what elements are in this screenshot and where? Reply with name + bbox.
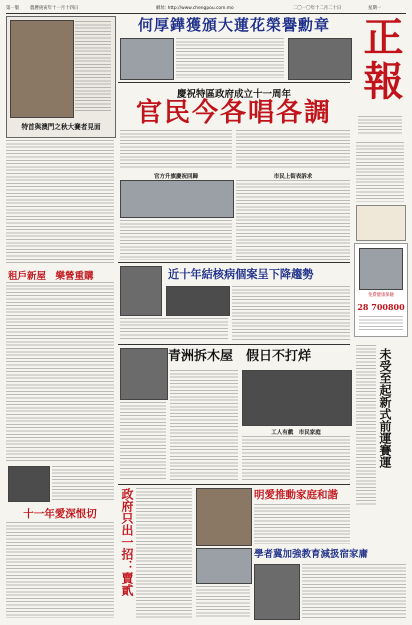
gov-title: 政府只出一招：賣貳 — [120, 488, 134, 596]
main-kicker: 慶祝特區政府成立十一周年 — [176, 89, 291, 100]
civic-text — [236, 180, 350, 260]
divider-3 — [118, 344, 350, 345]
gregorian-date: 二〇一〇年十二月二十日 — [293, 6, 342, 11]
right-info-block — [356, 142, 404, 202]
top-banner-title: 何厚鏵獲頒大蓮花榮譽勳章 — [137, 16, 330, 34]
right-column-text — [356, 345, 376, 505]
green-text-2 — [242, 436, 350, 480]
top-banner-photo-2 — [288, 38, 352, 80]
left-feature-box — [6, 16, 116, 138]
family-photo-2 — [196, 548, 252, 584]
main-story-text-right — [236, 130, 350, 168]
green-left-photo — [120, 348, 168, 400]
masthead-title: 正報 — [357, 16, 404, 104]
education-text — [302, 564, 406, 618]
section-label: 工人有戲 市民家庭 — [271, 430, 321, 436]
bottom-left-caption — [52, 466, 114, 500]
bottom-left-photo — [8, 466, 50, 502]
top-banner — [118, 15, 350, 35]
divider-4 — [118, 484, 350, 485]
gov-text — [136, 488, 192, 618]
main-story-text-2 — [120, 220, 232, 260]
masthead-info — [358, 116, 402, 136]
family-text — [254, 504, 350, 544]
weekday: 星期一 — [368, 6, 382, 11]
page-header — [6, 4, 406, 14]
civic-subtitle: 市民上街表訴求 — [273, 174, 313, 180]
tb-text — [232, 286, 350, 340]
website: 網址: http://www.chengpou.com.mo — [156, 6, 234, 11]
left-column-text-1 — [6, 140, 114, 264]
bottom-left-title: 十一年愛深恨切 — [23, 508, 97, 520]
green-left-text — [120, 402, 166, 480]
right-small-box — [356, 205, 406, 241]
right-ad — [354, 243, 408, 337]
page-number: 第一版 — [6, 6, 20, 11]
tb-photo — [120, 266, 162, 316]
photo-caption: 官方升旗慶祝回歸 — [153, 174, 198, 180]
education-title: 學者冀加強教育減扱宿家庸 — [254, 549, 369, 560]
bottom-left-text — [6, 522, 114, 618]
left-feature-text — [75, 21, 111, 113]
left-red-title: 租戶新屋 樂營重購 — [8, 271, 94, 282]
ad-label: 免費健康保險 — [368, 293, 394, 298]
main-story-text-left — [120, 130, 232, 168]
lunar-date: 農曆庚寅年十一月十四日 — [30, 6, 79, 11]
family-title: 明愛推動家庭和諧 — [254, 489, 338, 501]
mid-title: 近十年結核病個案呈下降趨勢 — [168, 267, 314, 281]
tb-text-left — [120, 318, 228, 340]
ad-photo — [359, 248, 403, 290]
left-box-caption: 特首與澳門之秋大賽者見面 — [21, 123, 101, 131]
main-photo — [120, 180, 234, 218]
green-title: 青洲拆木屋 假日不打烊 — [168, 349, 312, 364]
green-photo-main — [242, 370, 352, 426]
family-text-2 — [196, 586, 250, 618]
education-photo — [254, 564, 300, 620]
green-text-1 — [170, 370, 238, 480]
tb-photo-2 — [166, 286, 230, 316]
divider-1 — [118, 82, 350, 83]
top-story-text — [176, 38, 284, 78]
main-title: 官民今各唱各調 — [135, 98, 332, 128]
top-banner-photo-1 — [120, 38, 174, 80]
ad-fine-print — [359, 316, 403, 332]
left-feature-photo — [10, 20, 74, 118]
lottery-number: 28 700800 — [357, 302, 405, 312]
family-photo — [196, 488, 252, 546]
divider-2 — [118, 262, 350, 263]
side-vertical-title: 未受至起新式前運賽運 — [378, 348, 392, 468]
masthead — [354, 14, 406, 139]
left-column-text-2 — [6, 282, 114, 462]
